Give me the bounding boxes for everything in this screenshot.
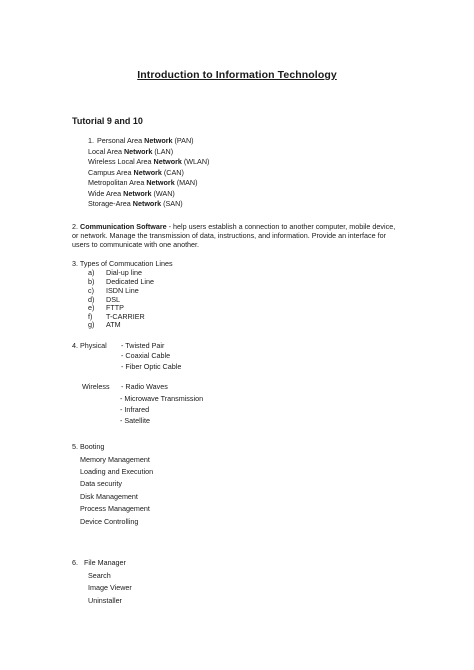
list-item: Disk Management: [80, 492, 138, 501]
document-title: Introduction to Information Technology: [137, 69, 337, 81]
list-item: Wide Area Network (WAN): [88, 189, 175, 198]
list-item: Process Management: [80, 504, 150, 513]
list-item: Data security: [80, 479, 122, 488]
list-letter: e): [88, 303, 95, 312]
list-item: Search: [88, 571, 111, 580]
s3-heading: 3. Types of Commucation Lines: [72, 259, 173, 268]
list-item: Memory Management: [80, 455, 150, 464]
list-item: Image Viewer: [88, 583, 132, 592]
list-letter: d): [88, 295, 95, 304]
list-item: Loading and Execution: [80, 467, 154, 476]
list-item: - Fiber Optic Cable: [121, 362, 182, 371]
list-item: ISDN Line: [106, 286, 139, 295]
list-item: Wireless Local Area Network (WLAN): [88, 157, 210, 166]
list-item: Metropolitan Area Network (MAN): [88, 178, 198, 187]
list-item: Dial-up line: [106, 268, 142, 277]
s6-heading: File Manager: [84, 558, 126, 567]
list-item: Personal Area Network (PAN): [97, 136, 194, 145]
s1-number: 1.: [88, 136, 94, 145]
list-item: T-CARRIER: [106, 312, 145, 321]
list-letter: a): [88, 268, 95, 277]
list-item: FTTP: [106, 303, 124, 312]
list-item: Uninstaller: [88, 596, 122, 605]
list-letter: g): [88, 320, 95, 329]
list-item: - Microwave Transmission: [120, 394, 204, 403]
list-item: Storage-Area Network (SAN): [88, 199, 183, 208]
list-item: Campus Area Network (CAN): [88, 168, 184, 177]
list-letter: c): [88, 286, 94, 295]
s2-line-1: 2. Communication Software - help users establish a connection to another computer, mobile device,: [72, 222, 396, 231]
list-item: - Infrared: [120, 405, 150, 414]
list-item: - Radio Waves: [121, 382, 168, 391]
s6-number: 6.: [72, 558, 78, 567]
list-item: Local Area Network (LAN): [88, 147, 174, 156]
list-item: DSL: [106, 295, 120, 304]
list-item: ATM: [106, 320, 121, 329]
list-item: - Twisted Pair: [121, 341, 165, 350]
list-letter: f): [88, 312, 93, 321]
list-letter: b): [88, 277, 95, 286]
s5-heading: 5. Booting: [72, 442, 105, 451]
list-item: - Coaxial Cable: [121, 351, 171, 360]
list-item: Dedicated Line: [106, 277, 154, 286]
s2-line-3: users to communicate with one another.: [72, 240, 200, 249]
tutorial-heading: Tutorial 9 and 10: [72, 116, 143, 126]
s4-physical-label: 4. Physical: [72, 341, 107, 350]
s2-line-2: or network. Manage the transmission of data, instructions, and information. Provide an interface for: [72, 231, 387, 240]
list-item: Device Controlling: [80, 517, 139, 526]
s4-wireless-label: Wireless: [82, 382, 110, 391]
list-item: - Satellite: [120, 416, 150, 425]
